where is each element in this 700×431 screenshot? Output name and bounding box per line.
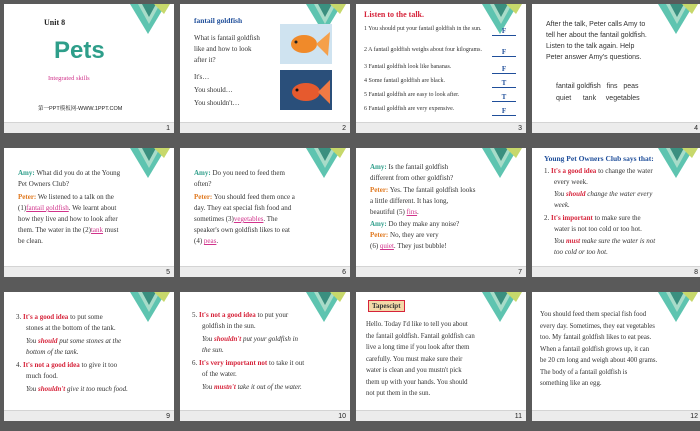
speaker-peter: Peter: [370, 231, 389, 239]
rewrite-text: the sun. [202, 346, 224, 354]
rule-keyword: It's important [551, 214, 593, 222]
triangle-decoration-icon [130, 4, 174, 38]
passage-line: the fantail goldfish. Fantail goldfish can [366, 332, 475, 340]
answer-line: It's… [194, 73, 210, 81]
unit-label: Unit 8 [44, 18, 66, 27]
slide-10[interactable] [180, 292, 350, 421]
rewrite-text: You [26, 337, 39, 345]
slide-1[interactable] [4, 4, 174, 133]
rule-text: stones at the bottom of the tank. [26, 324, 116, 332]
rule-text: to make sure the [592, 214, 641, 222]
slide-title: Pets [54, 37, 105, 64]
rule-number: 6. [192, 359, 199, 367]
rewrite-text: too cold or too hot. [554, 248, 608, 256]
answer-mark: T [492, 79, 516, 88]
answer-line: You should… [194, 86, 233, 94]
triangle-decoration-icon [482, 148, 526, 182]
slide-footer [356, 410, 526, 421]
passage-line: too. My fantail goldfish likes to eat peas. [540, 334, 652, 341]
goldfish-photo-icon [280, 70, 332, 110]
rewrite-text: You [26, 385, 39, 393]
triangle-decoration-icon [658, 4, 700, 38]
slide-footer [4, 122, 174, 133]
dialogue-line: speaker's own goldfish likes to eat [194, 226, 290, 234]
passage-line: something like an egg. [540, 380, 602, 387]
triangle-decoration-icon [306, 292, 350, 326]
slide-subtitle: Integrated skills [48, 75, 90, 82]
speaker-amy: Amy: [370, 163, 387, 171]
slide-number: 2 [342, 125, 346, 132]
rewrite-text: give it too much food. [65, 385, 128, 393]
dialogue-line: . They just bubble! [393, 242, 447, 250]
rewrite-text: put some stones at the [57, 337, 122, 345]
dialogue-line: beautiful (5) [370, 208, 405, 216]
slide-footer [180, 410, 350, 421]
blank-answer: vegetables [233, 215, 264, 223]
slide-number: 1 [166, 125, 170, 132]
statement-text: 6 Fantail goldfish are very expensive. [364, 106, 455, 112]
instruction-line: Listen to the talk again. Help [546, 43, 635, 50]
slide-heading: fantail goldfish [194, 16, 243, 25]
dialogue-line: Is the fantail goldfish [388, 163, 449, 171]
rule-text: much food. [26, 372, 58, 380]
statement-text: 1 You should put your fantail goldfish in the sun. [364, 26, 482, 32]
slide-footer [180, 122, 350, 133]
dialogue-line: What did you do at the Young [36, 169, 121, 177]
dialogue-line: No, they are very [390, 231, 439, 239]
rewrite-text: week. [554, 201, 570, 209]
answer-mark: T [492, 93, 516, 102]
slide-heading: Listen to the talk. [364, 10, 424, 19]
answer-mark: F [492, 48, 516, 57]
slide-5[interactable] [4, 148, 174, 277]
dialogue-line: must [104, 226, 119, 234]
passage-line: every day. Sometimes, they eat vegetables [540, 322, 655, 330]
rewrite-text: You [202, 335, 215, 343]
speaker-peter: Peter: [18, 193, 37, 201]
speaker-amy: Amy: [370, 220, 387, 228]
dialogue-line: . [216, 237, 219, 245]
rule-text: to put some [68, 313, 103, 321]
blank-answer: quiet [379, 242, 394, 250]
question-line: What is fantail goldfish [194, 34, 260, 42]
word-bank: quiet tank vegetables [556, 95, 640, 102]
passage-line: live a long time if you look after them [366, 344, 470, 351]
modal-keyword: mustn't [214, 383, 236, 391]
passage-line: not put them in the sun. [366, 390, 431, 397]
speaker-amy: Amy: [18, 169, 35, 177]
slide-footer [532, 122, 700, 133]
passage-line: be 20 cm long and weigh about 400 grams. [540, 357, 658, 364]
rule-text: to give it too [79, 361, 118, 369]
dialogue-line: how they live and how to look after [18, 215, 118, 223]
dialogue-line: a little different. It has long, [370, 197, 449, 205]
rule-keyword: It's not a good idea [199, 311, 256, 319]
slide-number: 7 [518, 269, 522, 276]
statement-text: 3 Fantail goldfish look like bananas. [364, 64, 452, 70]
slide-6[interactable] [180, 148, 350, 277]
rule-text: to change the water [596, 167, 653, 175]
slide-number: 4 [694, 125, 698, 132]
rewrite-text: bottom of the tank. [26, 348, 79, 356]
site-label: 第一PPT模板网-WWW.1PPT.COM [38, 106, 123, 112]
rule-number: 1. [544, 167, 551, 175]
rule-keyword: It's very important not [199, 359, 268, 367]
statement-text: 5 Fantail goldfish are easy to look after. [364, 92, 460, 98]
tapescript-tag: Tapescipt [368, 300, 405, 312]
slide-8[interactable] [532, 148, 700, 277]
rewrite-text: You [554, 237, 567, 245]
slide-9[interactable] [4, 292, 174, 421]
modal-keyword: must [566, 237, 581, 245]
blank-answer: fins [406, 208, 418, 216]
rule-text: to take it out [267, 359, 305, 367]
dialogue-line: . The [263, 215, 278, 223]
slide-number: 10 [338, 413, 346, 420]
slide-footer [4, 266, 174, 277]
modal-keyword: should [566, 190, 586, 198]
rule-text: of the water. [202, 370, 237, 378]
slide-footer [4, 410, 174, 421]
modal-keyword: should [38, 337, 58, 345]
speaker-amy: Amy: [194, 169, 211, 177]
dialogue-line: sometimes (3) [194, 215, 234, 223]
rewrite-text: You [202, 383, 215, 391]
question-line: after it? [194, 56, 216, 64]
rule-keyword: It's a good idea [551, 167, 597, 175]
slide-7[interactable] [356, 148, 526, 277]
passage-line: The body of a fantail goldfish is [540, 368, 628, 376]
dialogue-line: them. The water in the (2) [18, 226, 91, 234]
instruction-line: Peter answer Amy's questions. [546, 54, 642, 61]
rewrite-text: change the water every [585, 190, 653, 198]
statement-text: 2 A fantail goldfish weighs about four kilograms. [364, 47, 482, 53]
instruction-line: tell her about the fantail goldfish. [546, 32, 647, 39]
rule-keyword: It's not a good idea [23, 361, 80, 369]
dialogue-line: You should feed them once a [213, 193, 295, 201]
blank-answer: peas [203, 237, 217, 245]
triangle-decoration-icon [482, 292, 526, 326]
rule-number: 5. [192, 311, 199, 319]
triangle-decoration-icon [130, 292, 174, 326]
slide-number: 6 [342, 269, 346, 276]
slide-4[interactable] [532, 4, 700, 133]
statement-text: 4 Some fantail goldfish are black. [364, 78, 445, 84]
rewrite-text: put your goldfish in [241, 335, 299, 343]
modal-keyword: shouldn't [38, 385, 66, 393]
slide-footer [356, 122, 526, 133]
slide-11[interactable] [356, 292, 526, 421]
rewrite-text: make sure the water is not [580, 237, 656, 245]
speaker-peter: Peter: [370, 186, 389, 194]
answer-mark: F [492, 65, 516, 74]
slide-3[interactable] [356, 4, 526, 133]
rewrite-text: take it out of the water. [235, 383, 302, 391]
slide-2[interactable] [180, 4, 350, 133]
dialogue-line: We listened to a talk on the [37, 193, 114, 201]
rule-keyword: It's a good idea [23, 313, 69, 321]
triangle-decoration-icon [658, 292, 700, 326]
passage-line: You should feed them special fish food [540, 311, 647, 318]
slide-number: 3 [518, 125, 522, 132]
dialogue-line: often? [194, 180, 212, 188]
question-line: like and how to look [194, 45, 252, 53]
speaker-peter: Peter: [194, 193, 213, 201]
dialogue-line: Do you need to feed them [212, 169, 285, 177]
instruction-line: After the talk, Peter calls Amy to [546, 21, 646, 28]
rule-number: 3. [16, 313, 23, 321]
slide-footer [356, 266, 526, 277]
dialogue-line: different from other goldfish? [370, 174, 454, 182]
passage-line: carefully. You must make sure their [366, 355, 463, 363]
dialogue-line: Yes. The fantail goldfish looks [389, 186, 476, 194]
rule-text: to put your [255, 311, 289, 319]
triangle-decoration-icon [658, 148, 700, 182]
blank-answer: fantail goldfish [26, 204, 69, 212]
slide-number: 9 [166, 413, 170, 420]
rule-text: every week. [554, 178, 588, 186]
rule-text: water is not too cold or too hot. [554, 225, 642, 233]
blank-number: (6) [370, 242, 379, 250]
rule-number: 4. [16, 361, 23, 369]
blank-answer: tank [90, 226, 104, 234]
rule-number: 2. [544, 214, 551, 222]
answer-mark: F [492, 27, 516, 36]
answer-line: You shouldn't… [194, 99, 240, 107]
passage-line: water is clean and you mustn't pick [366, 367, 462, 374]
passage-line: When a fantail goldfish grows up, it can [540, 345, 650, 353]
rewrite-text: You [554, 190, 567, 198]
rule-text: goldfish in the sun. [202, 322, 256, 330]
word-bank: fantail goldfish fins peas [556, 83, 639, 90]
slide-number: 8 [694, 269, 698, 276]
dialogue-line: . We learnt about [68, 204, 117, 212]
dialogue-line: Do they make any noise? [388, 220, 460, 228]
slide-footer [532, 410, 700, 421]
slide-number: 5 [166, 269, 170, 276]
dialogue-line: Pet Owners Club? [18, 180, 69, 188]
slide-12[interactable] [532, 292, 700, 421]
slide-number: 11 [514, 413, 522, 420]
blank-number: (1) [18, 204, 27, 212]
dialogue-line: be clean. [18, 237, 43, 245]
dialogue-line: day. They eat special fish food and [194, 204, 292, 212]
dialogue-line: . [417, 208, 419, 216]
modal-keyword: shouldn't [214, 335, 242, 343]
goldfish-photo-icon [280, 24, 332, 64]
slide-number: 12 [690, 413, 698, 420]
passage-line: them up with your hands. You should [366, 378, 468, 386]
blank-number: (4) [194, 237, 203, 245]
passage-line: Hello. Today I'd like to tell you about [366, 321, 468, 328]
slide-heading: Young Pet Owners Club says that: [544, 154, 654, 163]
triangle-decoration-icon [130, 148, 174, 182]
triangle-decoration-icon [306, 148, 350, 182]
answer-mark: F [492, 107, 516, 116]
slide-footer [180, 266, 350, 277]
slide-footer [532, 266, 700, 277]
